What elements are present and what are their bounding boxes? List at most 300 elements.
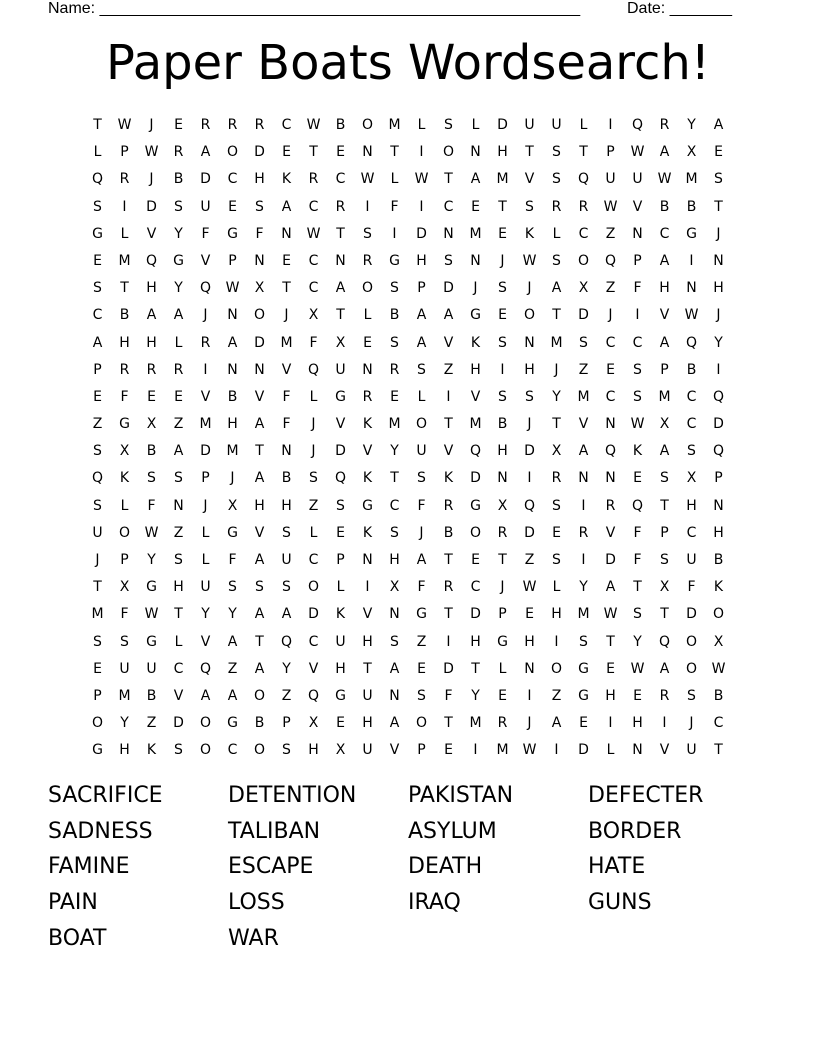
grid-cell: U <box>92 524 103 541</box>
grid-cell: G <box>227 524 238 541</box>
grid-cell: D <box>713 416 724 433</box>
name-field: Name: ______________________________________________________ <box>48 0 581 17</box>
grid-cell: B <box>443 524 454 541</box>
grid-cell: L <box>471 117 480 133</box>
grid-cell: E <box>363 334 372 351</box>
grid-cell: F <box>282 388 291 405</box>
grid-cell: I <box>581 497 586 514</box>
grid-cell: T <box>660 606 669 623</box>
word-list-item: WAR <box>228 925 279 951</box>
grid-cell: J <box>95 552 100 568</box>
grid-cell: K <box>362 470 373 487</box>
grid-cell: Q <box>91 171 104 188</box>
grid-cell: G <box>497 633 508 650</box>
grid-cell: N <box>524 334 535 351</box>
grid-cell: Y <box>282 660 291 677</box>
grid-cell: J <box>284 307 289 324</box>
grid-cell: L <box>201 524 210 541</box>
grid-cell: I <box>554 742 559 759</box>
grid-row <box>84 112 732 139</box>
grid-cell: S <box>552 252 561 269</box>
grid-cell: N <box>227 307 238 324</box>
grid-cell: E <box>498 225 507 242</box>
grid-cell: T <box>552 416 561 433</box>
grid-cell: W <box>306 117 321 133</box>
grid-cell: I <box>203 361 208 378</box>
grid-cell: G <box>146 633 157 650</box>
grid-cell: Q <box>658 633 671 650</box>
grid-cell: Q <box>685 334 698 351</box>
grid-cell: D <box>578 307 589 324</box>
grid-cell: J <box>527 280 532 297</box>
grid-cell: Q <box>604 252 617 269</box>
grid-cell: G <box>362 497 373 514</box>
grid-cell: J <box>149 117 154 133</box>
grid-cell: I <box>500 361 505 378</box>
grid-cell: H <box>281 497 292 514</box>
grid-cell: S <box>174 552 183 568</box>
grid-cell: R <box>173 144 184 161</box>
grid-cell: A <box>281 198 292 215</box>
grid-cell: T <box>390 144 399 161</box>
word-list-item: IRAQ <box>408 890 461 916</box>
grid-cell: W <box>657 171 672 188</box>
grid-cell: B <box>659 198 670 215</box>
grid-cell: S <box>309 470 318 487</box>
grid-cell: T <box>444 552 453 568</box>
grid-cell: T <box>336 225 345 242</box>
grid-cell: C <box>686 524 697 541</box>
grid-cell: B <box>227 388 238 405</box>
grid-cell: B <box>254 715 265 732</box>
grid-cell: A <box>605 579 616 596</box>
grid-cell: P <box>93 687 102 704</box>
grid-cell: A <box>92 334 103 351</box>
grid-cell: P <box>417 742 426 759</box>
grid-cell: L <box>417 117 426 133</box>
grid-cell: F <box>282 416 291 433</box>
grid-cell: N <box>470 252 481 269</box>
grid-cell: T <box>606 633 615 650</box>
grid-cell: A <box>173 307 184 324</box>
letter-grid <box>84 112 732 765</box>
grid-cell: T <box>363 660 372 677</box>
grid-cell: Z <box>416 633 427 650</box>
grid-cell: G <box>335 388 346 405</box>
grid-cell: E <box>471 552 480 568</box>
grid-cell: I <box>419 198 424 215</box>
grid-cell: T <box>660 497 669 514</box>
grid-cell: M <box>469 225 482 242</box>
grid-cell: P <box>228 252 237 269</box>
grid-cell: Y <box>687 117 696 133</box>
grid-cell: M <box>280 334 293 351</box>
grid-cell: J <box>527 416 532 433</box>
grid-cell: C <box>308 552 319 568</box>
grid-cell: V <box>335 416 346 433</box>
grid-cell: N <box>362 552 373 568</box>
grid-cell: T <box>552 307 561 324</box>
grid-cell: B <box>335 117 346 133</box>
grid-cell: J <box>554 361 559 378</box>
grid-cell: S <box>498 388 507 405</box>
grid-cell: X <box>659 416 670 433</box>
grid-cell: H <box>605 687 616 704</box>
grid-cell: S <box>93 198 102 215</box>
grid-cell: U <box>605 171 616 188</box>
grid-cell: J <box>311 443 316 460</box>
grid-cell: D <box>335 443 346 460</box>
grid-cell: E <box>633 687 642 704</box>
grid-cell: O <box>361 280 374 297</box>
grid-cell: O <box>226 144 239 161</box>
grid-cell: Y <box>471 687 480 704</box>
grid-cell: V <box>389 742 400 759</box>
grid-cell: T <box>444 606 453 623</box>
grid-cell: Z <box>281 687 292 704</box>
word-list-item: TALIBAN <box>228 818 321 844</box>
grid-cell: X <box>335 742 346 759</box>
grid-cell: F <box>417 579 426 596</box>
grid-cell: M <box>577 606 590 623</box>
grid-cell: B <box>497 416 508 433</box>
grid-cell: R <box>443 579 454 596</box>
grid-cell: C <box>308 252 319 269</box>
grid-cell: T <box>633 579 642 596</box>
grid-cell: E <box>498 307 507 324</box>
grid-cell: O <box>253 307 266 324</box>
grid-cell: M <box>496 171 509 188</box>
grid-cell: I <box>554 633 559 650</box>
grid-cell: H <box>362 633 373 650</box>
grid-cell: T <box>309 144 318 161</box>
grid-cell: M <box>118 687 131 704</box>
grid-cell: L <box>120 497 129 514</box>
grid-cell: Z <box>524 552 535 568</box>
grid-cell: B <box>173 171 184 188</box>
grid-cell: F <box>201 225 210 242</box>
grid-cell: X <box>659 579 670 596</box>
grid-cell: J <box>716 307 721 324</box>
grid-cell: S <box>552 552 561 568</box>
grid-cell: T <box>255 633 264 650</box>
grid-cell: T <box>336 307 345 324</box>
grid-cell: U <box>146 660 157 677</box>
grid-cell: L <box>417 388 426 405</box>
grid-cell: G <box>146 579 157 596</box>
word-list-item: HATE <box>588 854 646 880</box>
grid-cell: A <box>254 660 265 677</box>
grid-cell: O <box>199 742 212 759</box>
grid-cell: T <box>390 470 399 487</box>
grid-cell: U <box>416 443 427 460</box>
grid-cell: K <box>362 524 373 541</box>
grid-cell: G <box>389 252 400 269</box>
grid-cell: S <box>525 198 534 215</box>
grid-cell: X <box>227 497 238 514</box>
grid-cell: S <box>363 225 372 242</box>
grid-cell: L <box>93 144 102 161</box>
grid-cell: W <box>225 280 240 297</box>
grid-row <box>84 520 732 547</box>
grid-cell: X <box>578 280 589 297</box>
grid-cell: E <box>417 660 426 677</box>
grid-cell: I <box>716 361 721 378</box>
grid-cell: F <box>417 497 426 514</box>
grid-cell: H <box>362 715 373 732</box>
grid-cell: V <box>254 388 265 405</box>
grid-cell: J <box>149 171 154 188</box>
grid-cell: V <box>470 388 481 405</box>
grid-cell: H <box>524 633 535 650</box>
grid-cell: M <box>658 388 671 405</box>
grid-cell: H <box>227 416 238 433</box>
grid-cell: W <box>522 579 537 596</box>
grid-cell: R <box>497 524 508 541</box>
word-list-item: SADNESS <box>48 818 153 844</box>
grid-cell: A <box>389 715 400 732</box>
grid-row <box>84 737 732 764</box>
grid-cell: K <box>281 171 292 188</box>
grid-cell: H <box>713 524 724 541</box>
grid-cell: T <box>93 579 102 596</box>
grid-cell: Q <box>523 497 536 514</box>
grid-cell: T <box>93 117 102 133</box>
grid-cell: R <box>335 198 346 215</box>
grid-cell: R <box>659 687 670 704</box>
grid-cell: O <box>685 633 698 650</box>
grid-cell: A <box>254 470 265 487</box>
grid-cell: U <box>524 117 535 133</box>
grid-row <box>84 221 732 248</box>
grid-cell: P <box>93 361 102 378</box>
grid-cell: A <box>254 606 265 623</box>
grid-cell: Z <box>146 715 157 732</box>
grid-cell: M <box>91 606 104 623</box>
grid-cell: E <box>336 524 345 541</box>
grid-cell: A <box>659 443 670 460</box>
grid-cell: K <box>713 579 724 596</box>
grid-cell: A <box>659 144 670 161</box>
grid-cell: N <box>389 606 400 623</box>
grid-cell: C <box>659 225 670 242</box>
grid-cell: E <box>444 742 453 759</box>
grid-cell: G <box>416 606 427 623</box>
grid-cell: U <box>362 687 373 704</box>
grid-cell: U <box>686 552 697 568</box>
word-list-item: DEATH <box>408 854 483 880</box>
grid-cell: W <box>144 144 159 161</box>
grid-cell: E <box>552 524 561 541</box>
grid-cell: R <box>659 117 670 133</box>
grid-cell: M <box>469 715 482 732</box>
grid-cell: R <box>551 470 562 487</box>
grid-cell: P <box>336 552 345 568</box>
grid-cell: R <box>119 361 130 378</box>
grid-cell: G <box>335 687 346 704</box>
grid-cell: E <box>525 606 534 623</box>
grid-cell: A <box>416 552 427 568</box>
grid-cell: N <box>497 470 508 487</box>
grid-cell: O <box>253 687 266 704</box>
grid-cell: K <box>335 606 346 623</box>
grid-cell: Y <box>579 579 588 596</box>
grid-cell: O <box>712 606 725 623</box>
grid-cell: O <box>361 117 374 133</box>
grid-cell: Q <box>280 633 293 650</box>
grid-cell: A <box>659 334 670 351</box>
grid-cell: U <box>200 198 211 215</box>
grid-cell: E <box>471 198 480 215</box>
grid-cell: H <box>119 742 130 759</box>
grid-cell: I <box>473 742 478 759</box>
grid-cell: Z <box>605 280 616 297</box>
grid-cell: K <box>470 334 481 351</box>
grid-cell: D <box>578 742 589 759</box>
grid-cell: M <box>388 117 401 133</box>
grid-cell: A <box>227 687 238 704</box>
grid-cell: S <box>282 742 291 759</box>
grid-cell: Q <box>199 280 212 297</box>
grid-cell: E <box>174 388 183 405</box>
grid-cell: W <box>603 198 618 215</box>
grid-cell: L <box>552 225 561 242</box>
word-list-item: SACRIFICE <box>48 783 163 808</box>
grid-cell: L <box>336 579 345 596</box>
grid-cell: Y <box>174 280 183 297</box>
grid-cell: C <box>632 334 643 351</box>
grid-cell: F <box>444 687 453 704</box>
grid-cell: G <box>578 687 589 704</box>
grid-cell: Y <box>633 633 642 650</box>
grid-cell: K <box>119 470 130 487</box>
grid-cell: U <box>335 633 346 650</box>
grid-cell: P <box>498 606 507 623</box>
grid-cell: E <box>336 144 345 161</box>
grid-cell: C <box>92 307 103 324</box>
grid-cell: D <box>470 470 481 487</box>
grid-cell: R <box>362 252 373 269</box>
grid-cell: S <box>228 579 237 596</box>
grid-cell: G <box>227 225 238 242</box>
grid-cell: A <box>200 144 211 161</box>
grid-cell: N <box>227 361 238 378</box>
grid-cell: P <box>282 715 291 732</box>
grid-cell: D <box>524 524 535 541</box>
grid-cell: S <box>93 497 102 514</box>
grid-cell: D <box>200 171 211 188</box>
grid-cell: T <box>498 552 507 568</box>
grid-cell: L <box>309 524 318 541</box>
grid-cell: E <box>336 715 345 732</box>
grid-cell: Y <box>714 334 723 351</box>
grid-cell: V <box>200 252 211 269</box>
grid-cell: U <box>200 579 211 596</box>
grid-cell: E <box>633 470 642 487</box>
grid-cell: S <box>552 497 561 514</box>
grid-cell: P <box>660 524 669 541</box>
grid-row <box>84 139 732 166</box>
grid-cell: B <box>281 470 292 487</box>
grid-cell: R <box>200 334 211 351</box>
grid-cell: T <box>525 144 534 161</box>
grid-cell: H <box>146 334 157 351</box>
grid-cell: O <box>307 579 320 596</box>
grid-cell: N <box>254 252 265 269</box>
grid-cell: M <box>469 416 482 433</box>
grid-cell: N <box>362 361 373 378</box>
grid-cell: A <box>713 117 724 133</box>
grid-cell: R <box>497 715 508 732</box>
grid-cell: Z <box>443 361 454 378</box>
grid-cell: D <box>497 117 508 133</box>
grid-cell: A <box>200 687 211 704</box>
grid-cell: R <box>146 361 157 378</box>
grid-cell: V <box>362 443 373 460</box>
grid-cell: N <box>632 742 643 759</box>
grid-cell: Q <box>631 497 644 514</box>
grid-cell: A <box>416 334 427 351</box>
grid-cell: L <box>309 388 318 405</box>
grid-cell: E <box>390 388 399 405</box>
grid-cell: A <box>443 307 454 324</box>
grid-cell: N <box>470 144 481 161</box>
grid-cell: E <box>228 198 237 215</box>
grid-cell: R <box>119 171 130 188</box>
word-list-item: PAIN <box>48 890 98 916</box>
grid-cell: N <box>443 225 454 242</box>
grid-row <box>84 248 732 275</box>
grid-cell: G <box>119 416 130 433</box>
grid-cell: X <box>146 416 157 433</box>
grid-cell: C <box>227 742 238 759</box>
grid-cell: A <box>416 307 427 324</box>
grid-cell: H <box>254 171 265 188</box>
grid-cell: H <box>497 443 508 460</box>
grid-cell: U <box>119 660 130 677</box>
grid-cell: S <box>120 633 129 650</box>
grid-cell: T <box>255 443 264 460</box>
grid-row <box>84 601 732 628</box>
grid-cell: G <box>173 252 184 269</box>
grid-cell: X <box>119 443 130 460</box>
grid-row <box>84 438 732 465</box>
grid-cell: Z <box>551 687 562 704</box>
grid-cell: Q <box>334 470 347 487</box>
grid-cell: C <box>605 334 616 351</box>
grid-cell: X <box>713 633 724 650</box>
grid-cell: T <box>174 606 183 623</box>
word-list-item: ESCAPE <box>228 854 314 880</box>
grid-cell: K <box>146 742 157 759</box>
grid-cell: V <box>443 443 454 460</box>
grid-cell: O <box>253 742 266 759</box>
grid-cell: D <box>173 715 184 732</box>
grid-cell: J <box>689 715 694 732</box>
grid-cell: O <box>199 715 212 732</box>
grid-cell: R <box>173 361 184 378</box>
grid-cell: I <box>635 307 640 324</box>
grid-cell: S <box>417 361 426 378</box>
grid-cell: X <box>119 579 130 596</box>
grid-cell: S <box>174 470 183 487</box>
grid-cell: C <box>686 388 697 405</box>
grid-cell: H <box>308 742 319 759</box>
word-list-item: GUNS <box>588 890 652 916</box>
grid-cell: K <box>443 470 454 487</box>
grid-cell: N <box>281 225 292 242</box>
grid-cell: M <box>118 252 131 269</box>
